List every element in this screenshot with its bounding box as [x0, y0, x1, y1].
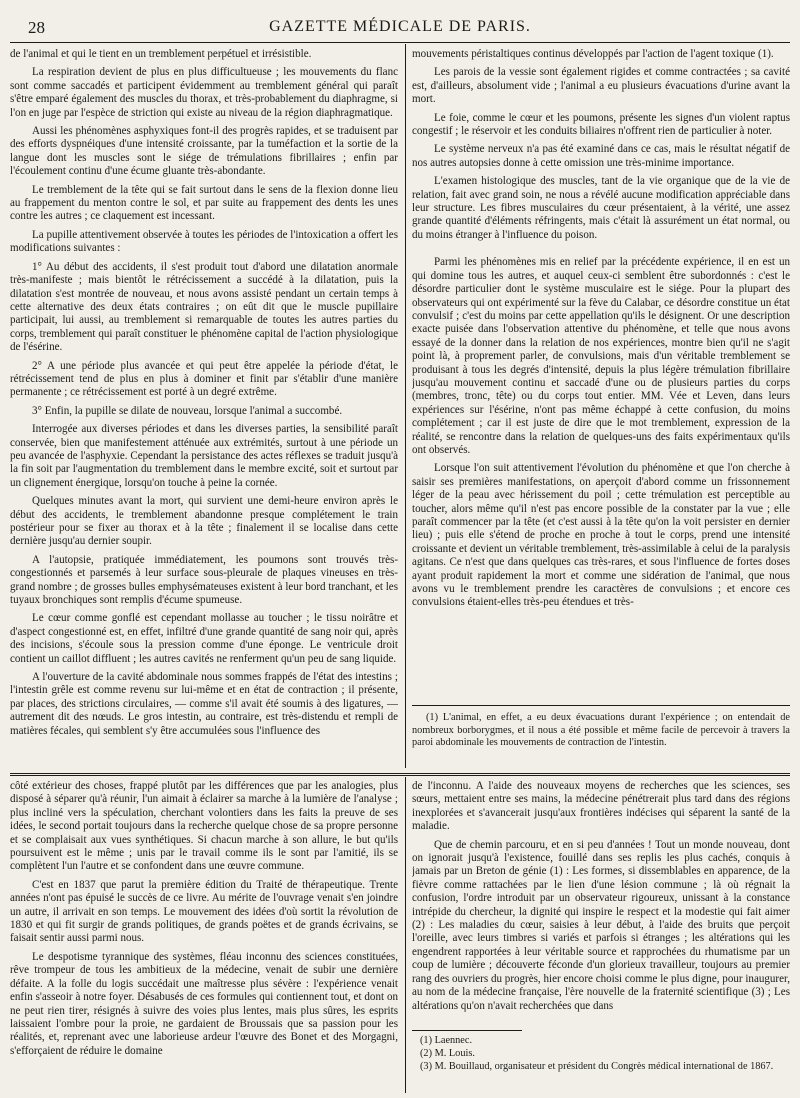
paragraph: mouvements péristaltiques continus développés par l'action de l'agent toxique (1). — [412, 48, 774, 60]
paragraph: Parmi les phénomènes mis en relief par la précédente expérience, il en est un qui domine tous les autres, et auquel ceux-ci semblent être subordonnés : c'est le désordre particulier dont le système musculaire est le siége. Pour la plupart des observateurs qui ont expérimenté sur la fève du Calabar, ce désordre constitue un état convulsif ; c'est du moins par cette appellation qu'ils le désignent. Or une description exacte puisée dans l'observation attentive du phénomène, et telle que nous avons essayé de la donner dans la relation de nos expériences, montre bien qu'il ne s'agit point là, à proprement parler, de convulsions, mais d'un véritable tremblement se produisant à tous les degrés d'intensité, depuis la plus légère trémulation fibrillaire jusqu'au mouvement continu et saccadé d'une ou de plusieurs parties du corps (membres, tronc, tête) ou du corps tout entier. MM. Vée et Leven, dans leurs expériences sur l'ésérine, n'ont pas même échappé à cette confusion, du moins complétement ; car il est juste de dire que le mot tremblement, expression de la réalité, se rencontre dans la relation de quelques-uns des faits expérimentaux qu'ils ont observés. — [412, 256, 790, 456]
footnote-item: (1) Laennec. — [420, 1035, 473, 1046]
paragraph: Que de chemin parcouru, et en si peu d'années ! Tout un monde nouveau, dont on ignorait jusqu'à l'existence, fouillé dans ses replis les plus cachés, conquis à jamais par un Breton de génie (1) : Les formes, si dissemblables en apparence, de la fièvre comme rattachées par le lien d'une lésion commune ; là où régnait la confusion, l'ordre introduit par un observateur rigoureux, unissant à la constance intrépide du chercheur, la dignité qui inspire le respect et la modestie qui fait aimer (2) : Les maladies du cœur, saisies à leur début, à l'aide des bruits que perçoit l'oreille, avec leurs timbres si variés et parfois si étranges ; les altérations qui les engendrent rapportées à leur véritable source et rapprochées du rhumatisme par un coup de lumière ; découverte féconde d'un glorieux travailleur, toujours au premier rang des ouvriers du progrès, hier encore choisi comme le plus digne, pour inaugurer, au nom de la médecine française, l'ère nouvelle de la fraternité scientifique (3) ; Les altérations qu'on n'avait recherchées que dans — [412, 838, 790, 1012]
footnote-text: (1) L'animal, en effet, a eu deux évacuations durant l'expérience ; on entendait de nombreux borborygmes, et il nous a été possible et même facile de percevoir à travers la paroi abdominale les mouvements de contraction de l'intestin. — [412, 712, 790, 749]
column-divider-top — [405, 44, 406, 768]
paragraph: Le foie, comme le cœur et les poumons, présente les signes d'un violent raptus congestif ; le réservoir et les conduits biliaires n'offrent rien de particulier à noter. — [412, 111, 790, 138]
paragraph: A l'ouverture de la cavité abdominale nous sommes frappés de l'état des intestins ; l'intestin grêle est comme revenu sur lui-même et en état de contraction ; il présente, par places, des strictions circulaires, — comme s'il avait été soumis à des ligatures, — autrement dit des nœuds. Le gros intestin, au contraire, est très-distendu et rempli de matières fécales, qui semblent s'y être accumulées sous l'influence des — [10, 671, 398, 737]
article-column-right — [412, 48, 790, 700]
footnote-rule-bottom — [412, 1030, 522, 1031]
footnote-item: (2) M. Louis. — [420, 1048, 475, 1060]
paragraph: Aussi les phénomènes asphyxiques font-il des progrès rapides, et se traduisent par des efforts dyspnéiques d'une intensité croissante, par la tuméfaction et la sortie de la langue dont les muscles sont le siége de trémulations fibrillaires ; enfin par l'écoulement continu d'une écume gluante très-abondante. — [10, 125, 398, 178]
paragraph: 1° Au début des accidents, il s'est produit tout d'abord une dilatation anormale très-manifeste ; mais bientôt le rétrécissement a succédé à la dilatation, puis la dilatation s'est montrée de nouveau, et nous avons assisté pendant un certain temps à cette alternative des deux états contraires ; on eût dit que le muscle pupillaire participait, lui aussi, au tremblement si remarquable de toutes les autres parties du corps, tremblement qui paraît constituer le phénomène capital de l'action physiologique de l'ésérine. — [10, 260, 398, 354]
journal-title: GAZETTE MÉDICALE DE PARIS. — [269, 18, 531, 35]
paragraph: Les parois de la vessie sont également rigides et comme contractées ; sa cavité est, d'ailleurs, absolument vide ; l'animal a eu plusieurs évacuations d'urine avant la mort. — [412, 66, 790, 106]
feuilleton-column-right — [412, 780, 790, 1030]
paragraph: C'est en 1837 que parut la première édition du Traité de thérapeutique. Trente années n'ont pas épuisé le succès de ce livre. Au mérite de l'ouvrage venait s'en joindre un autre, il arrivait en son temps. Le mouvement des idées d'où sortit la révolution de 1830 et qui fit surgir de grands politiques, de grands poëtes et de grands écrivains, se faisait sentir aussi parmi nous. — [10, 878, 398, 945]
section-divider — [10, 773, 790, 776]
paragraph: côté extérieur des choses, frappé plutôt par les différences que par les analogies, plus disposé à séparer qu'à réunir, l'un aimait à éclairer sa marche à la lumière de l'analyse ; plus incliné vers la spéculation, cherchant volontiers dans les faits la preuve de ses idées, le second portait toujours dans la recherche quelque chose de sa propre personne et se complaisait aux vues synthétiques. Si chacun marche à son allure, le but qu'ils poursuivent est le même ; unis par le travail comme ils le sont par l'amitié, ils se complètent l'un l'autre et se confondent dans une œuvre commune. — [10, 780, 398, 873]
paragraph: Quelques minutes avant la mort, qui survient une demi-heure environ après le début des accidents, le tremblement abandonne presque complétement le train postérieur pour se fixer au thorax et à la tête ; finalement il se localise dans cette dernière jusqu'au dernier soupir. — [10, 495, 398, 548]
paragraph: 3° Enfin, la pupille se dilate de nouveau, lorsque l'animal a succombé. — [32, 404, 343, 417]
paragraph: de l'inconnu. A l'aide des nouveaux moyens de recherches que les sciences, ses sœurs, mettaient entre ses mains, la médecine pénétrerait plus tard dans des régions inexplorées et s'avancerait jusqu'aux frontières indécises qui séparent la santé de la maladie. — [412, 780, 790, 833]
paragraph: La pupille attentivement observée à toutes les périodes de l'intoxication a offert les modifications suivantes : — [10, 228, 398, 255]
footnote — [412, 712, 790, 768]
paragraph: Le despotisme tyrannique des systèmes, fléau inconnu des sciences constituées, rêve trompeur de tous les ambitieux de la médecine, venait de subir une dernière défaite. A la folle du logis succédait une maîtresse plus sévère : l'expérience venait enfin s'asseoir à notre foyer. Désabusés de ces formules qui contiennent tout, et dont on ne peut rien tirer, résignés à suivre des voies plus lentes, mais plus sûres, les esprits laissaient l'ombre pour la proie, ne gardaient de Broussais que sa passion pour les réalités, et, reprenant avec une laborieuse ardeur l'œuvre des Bonet et des Morgagni, s'efforçaient de réduire le domaine — [10, 950, 398, 1057]
paragraph: 2° A une période plus avancée et qui peut être appelée la période d'état, le rétrécissement tend de plus en plus à dominer et finit par s'établir d'une manière permanente ; ce rétrécissement est porté à un degré extrême. — [10, 359, 398, 399]
article-column-left — [10, 48, 398, 766]
footnotes-bottom — [412, 1034, 790, 1094]
header-rule — [10, 42, 790, 43]
page-number: 28 — [28, 18, 45, 37]
paragraph: Interrogée aux diverses périodes et dans les diverses parties, la sensibilité paraît conservée, bien que manifestement atténuée aux extrémités, surtout à une période un peu avancée de l'asphyxie. Cependant la persistance des actes réflexes se traduit jusqu'à la fin soit par l'augmentation du tremblement dans le membre excité, soit et surtout par un clignement énergique, lorsqu'on touche à peine la cornée. — [10, 423, 398, 489]
paragraph: Lorsque l'on suit attentivement l'évolution du phénomène et que l'on cherche à saisir ses premières manifestations, on aperçoit d'abord comme un frissonnement léger de la peau avec hérissement du poil ; cette trémulation est perceptible au toucher, alors même qu'il n'est pas encore possible de la constater par la vue ; elle paraît commencer par la tête (et c'est aussi à la tête qu'on la voit persister en dernier lieu) ; puis elle s'étend de proche en proche à tout le corps, prend une intensité croissante et devient un véritable tremblement, très-assimilable à celui de la paralysis agitans. Ce n'est que dans quelques cas très-rares, et sous l'influence de fortes doses ayant produit rapidement la mort et comme une sidération de l'animal, que nous avons vu le tremblement prendre les caractères de convulsions ; et encore ces convulsions étaient-elles très-peu étendues et très- — [412, 462, 790, 609]
paragraph: de l'animal et qui le tient en un tremblement perpétuel et irrésistible. — [10, 48, 312, 60]
paragraph: L'examen histologique des muscles, tant de la vie organique que de la vie de relation, fait avec grand soin, ne nous a révélé aucune modification appréciable dans leur structure. Les fibres musculaires du cœur présentaient, à la vérité, une assez grande quantité d'éléments réfringents, mais c'était là assurément un état normal, ou du moins étranger à l'influence du poison. — [412, 175, 790, 241]
paragraph: Le cœur comme gonflé est cependant mollasse au toucher ; le tissu noirâtre et d'aspect congestionné est, en effet, infiltré d'une grande quantité de sang noir qui, après des incisions, s'écoule sous la pression comme d'une éponge. Le ventricule droit contient un caillot diffluent ; les autres cavités ne renferment qu'un peu de sang liquide. — [10, 612, 398, 665]
paragraph: Le tremblement de la tête qui se fait surtout dans le sens de la flexion donne lieu au frappement du menton contre le sol, et par suite au frappement des dents les unes contre les autres ; ce claquement est incessant. — [10, 183, 398, 223]
feuilleton-column-left — [10, 780, 398, 1090]
column-divider-bottom — [405, 777, 406, 1093]
footnote-rule — [412, 705, 790, 706]
paragraph: A l'autopsie, pratiquée immédiatement, les poumons sont trouvés très-congestionnés et parsemés à leur surface sous-pleurale de plaques vineuses en très-grand nombre ; de grosses bulles emphysémateuses existent à leur bord tranchant, et les tuyaux bronchiques sont remplis d'écume spumeuse. — [10, 553, 398, 607]
footnote-item: (3) M. Bouillaud, organisateur et président du Congrès médical international de 1867. — [420, 1061, 774, 1073]
page-header — [28, 14, 772, 40]
paragraph: Le système nerveux n'a pas été examiné dans ce cas, mais le résultat négatif de nos autres autopsies donne à cette omission une très-minime importance. — [412, 143, 790, 169]
paragraph: La respiration devient de plus en plus difficultueuse ; les mouvements du flanc sont comme saccadés et participent évidemment au tremblement général qui paraît s'être emparé également des muscles du thorax, et très-probablement du diaphragme, si l'on en juge par l'espèce de striction qui existe au niveau de la région diaphragmatique. — [10, 66, 398, 119]
